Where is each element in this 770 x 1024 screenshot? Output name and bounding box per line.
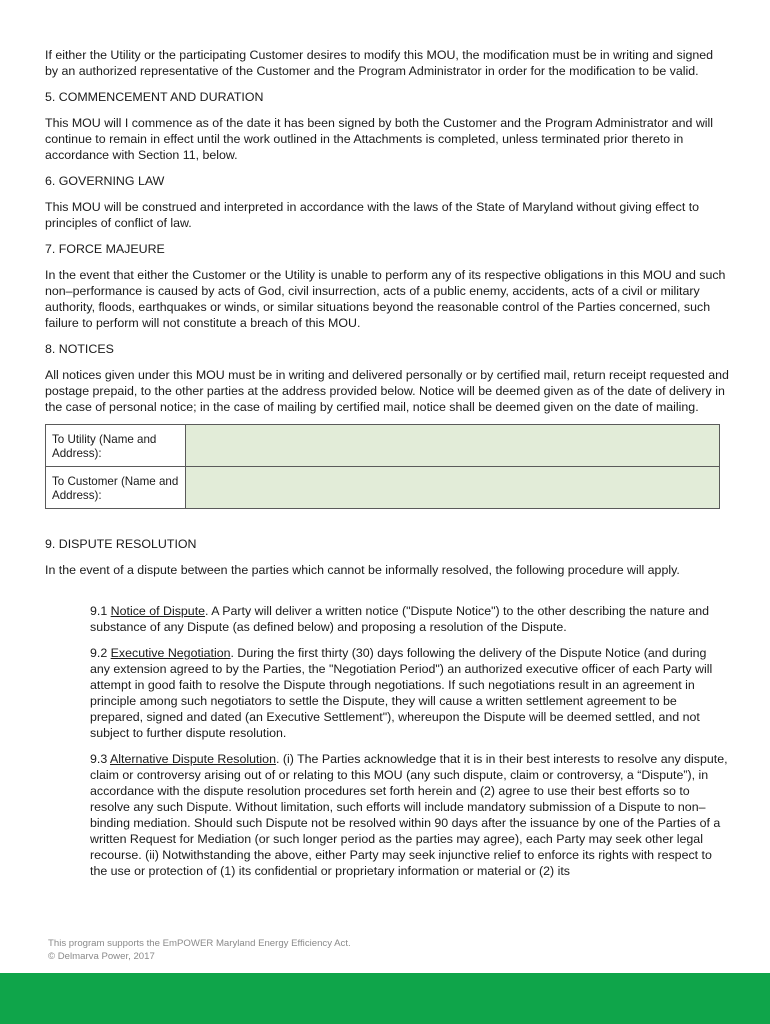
customer-address-field[interactable]	[186, 467, 720, 509]
utility-address-field[interactable]	[186, 425, 720, 467]
spacer	[45, 509, 729, 536]
section-9-1-number: 9.1	[90, 604, 111, 618]
address-table	[45, 424, 720, 509]
section-9-heading: 9. DISPUTE RESOLUTION	[45, 537, 197, 551]
customer-label: To Customer (Name and Address):	[46, 467, 186, 509]
customer-row	[46, 467, 720, 509]
section-6-body: This MOU will be construed and interpreted in accordance with the laws of the State of Maryland without giving effect to principles of conflict of law.	[45, 200, 700, 230]
section-9-2-title: Executive Negotiation	[110, 646, 231, 660]
utility-label: To Utility (Name and Address):	[46, 425, 186, 467]
section-9-3	[90, 751, 729, 879]
section-9-1	[90, 603, 729, 635]
section-5-heading: 5. COMMENCEMENT AND DURATION	[45, 90, 264, 104]
intro-paragraph: If either the Utility or the participating Customer desires to modify this MOU, the modification must be in writing and signed by an authorized representative of the Customer and the Program Administrator in order for the modification to be valid.	[45, 48, 714, 78]
document-body	[45, 47, 729, 889]
footer-green-band	[0, 973, 770, 1024]
section-9-3-number: 9.3	[90, 752, 110, 766]
section-9-2-number: 9.2	[90, 646, 111, 660]
section-9-1-title: Notice of Dispute	[110, 604, 206, 618]
section-8-heading: 8. NOTICES	[45, 342, 114, 356]
section-9-2-text: . During the first thirty (30) days following the delivery of the Dispute Notice (and during any extension agreed to by the Parties, the "Negotiation Period") an authorized executive officer of each Party will attempt in good faith to resolve the Dispute through negotiations. If such negotiations result in an agreement in principle among such negotiators to settle the Dispute, they will cause a written settlement agreement to be prepared, signed and dated (an Executive Settlement"), whereupon the Dispute will be deemed settled, and not subject to further dispute resolution.	[90, 646, 713, 740]
section-5-body: This MOU will I commence as of the date it has been signed by both the Customer and the Program Administrator and will continue to remain in effect until the work outlined in the Attachments is completed, unless terminated prior thereto in accordance with Section 11, below.	[45, 116, 714, 162]
footer-program-note: This program supports the EmPOWER Maryland Energy Efficiency Act.	[48, 938, 351, 949]
section-7-body: In the event that either the Customer or the Utility is unable to perform any of its respective obligations in this MOU and such non–performance is caused by acts of God, civil insurrection, acts of a public enemy, accidents, acts of a civil or military authority, floods, earthquakes or winds, or similar situations beyond the reasonable control of the Parties concerned, such failure to perform will not constitute a breach of this MOU.	[45, 268, 726, 330]
section-9-1-text: . A Party will deliver a written notice ("Dispute Notice") to the other describing the nature and substance of any Dispute (as defined below) and proposing a resolution of the Dispute.	[90, 604, 710, 634]
utility-row	[46, 425, 720, 467]
section-9-3-text: . (i) The Parties acknowledge that it is in their best interests to resolve any dispute, claim or controversy arising out of or relating to this MOU (any such dispute, claim or controversy, a “Dispute”), in accordance with the dispute resolution procedures set forth herein and (2) agree to use their best efforts so to resolve any such Dispute. Without limitation, such efforts will include mandatory submission of a Dispute to non–binding mediation. Should such Dispute not be resolved within 90 days after the issuance by one of the Parties of a written Request for Mediation (or such longer period as the parties may agree), each Party may seek other legal recourse. (ii) Notwithstanding the above, either Party may seek injunctive relief to enforce its rights with respect to the use or protection of (1) its confidential or proprietary information or material or (2) its	[90, 752, 728, 878]
section-9-body: In the event of a dispute between the parties which cannot be informally resolved, the following procedure will apply.	[45, 563, 680, 577]
footer-copyright: © Delmarva Power, 2017	[48, 951, 155, 962]
section-7-heading: 7. FORCE MAJEURE	[45, 242, 165, 256]
section-8-body: All notices given under this MOU must be in writing and delivered personally or by certified mail, return receipt requested and postage prepaid, to the other parties at the address provided below. Notice will be deemed given as of the date of delivery in the case of personal notice; in the case of mailing by certified mail, notice shall be deemed given on the date of mailing.	[45, 368, 729, 414]
section-6-heading: 6. GOVERNING LAW	[45, 174, 165, 188]
page-footer	[48, 937, 351, 963]
section-9-2	[90, 645, 729, 741]
section-9-3-title: Alternative Dispute Resolution	[109, 752, 276, 766]
